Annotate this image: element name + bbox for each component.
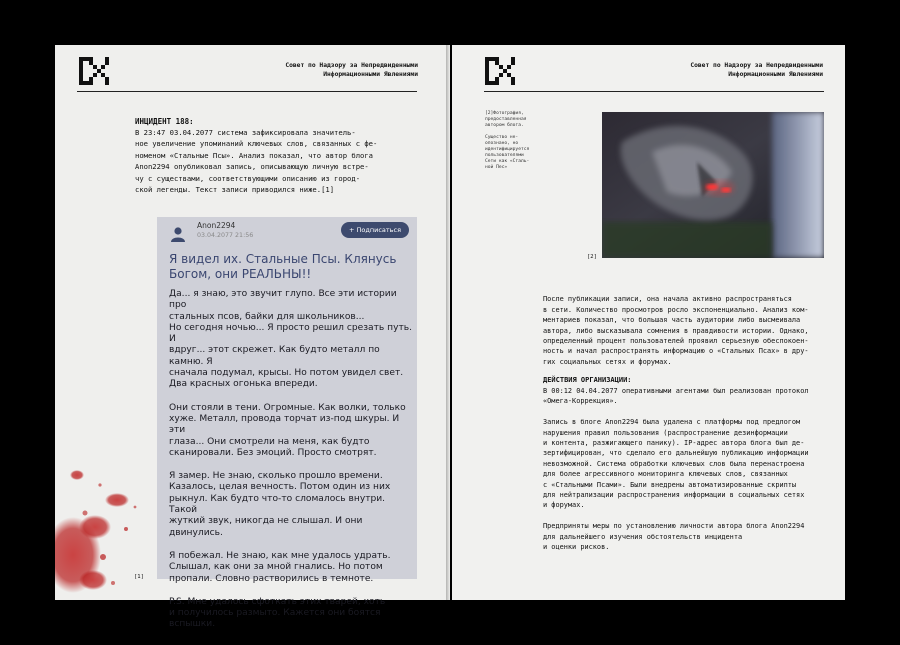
post-date: 03.04.2077 21:56 <box>197 232 254 239</box>
blog-post-card <box>157 217 417 630</box>
post-paragraph: P.S. Мне удалось сфоткать этих тварей, хоть и получилось размыто. Кажется они боятся вспышки. <box>169 596 386 630</box>
post-title: Я видел их. Стальные Псы. Клянусь Богом, они РЕАЛЬНЫ!! <box>169 252 397 281</box>
action-paragraph: В 00:12 04.04.2077 оперативными агентами был реализован протокол «Омега-Коррекция». <box>543 387 809 406</box>
blood-splatter-decoration <box>55 445 185 600</box>
post-author[interactable]: Anon2294 <box>197 221 236 230</box>
spread-analysis-text <box>543 284 815 378</box>
photo-marker: [2] <box>587 254 597 260</box>
blurry-creature-photo <box>602 112 824 258</box>
post-paragraph: Я побежал. Не знаю, как мне удалось удрать. Слышал, как они за мной гнались. Но потом пропали. Словно растворились в темноте. <box>169 550 391 584</box>
post-paragraph: Да... я знаю, это звучит глупо. Все эти истории про стальных псов, байки для школьников... Но сегодня ночью... Я просто решил срезать путь. И вдруг... этот скрежет. Как будто металл по камню. Я сначала подумал, крысы. Но потом увидел свет. Два красных огонька впереди. <box>169 289 413 390</box>
actions-body <box>543 386 815 563</box>
footnote-marker: [1] <box>134 574 144 580</box>
right-page <box>452 45 845 600</box>
body-paragraph: После публикации записи, она начала активно распространяться в сети. Количество просмотров росло экспоненциально. Анализ ком- ментариев показал, что большая часть аудитории либо высмеивала автора, либо высказывала сомнения в правдивости истории. Однако, определенный процент пользователей проявил серьезную обеспокоен- ность и начал распространять информацию о «Стальных Псах» в дру- гих социальных сетях и форумах. <box>543 295 809 366</box>
photo-caption: [2]Фотография, предоставленная автором блога. Существо не- опознано, но идентифицируется пользователями Сети как «Сталь- ной Пес» <box>485 111 530 170</box>
avatar-icon <box>170 226 186 242</box>
header-rule <box>484 91 824 92</box>
post-paragraph: Они стояли в тени. Огромные. Как волки, только хуже. Металл, провода торчат из-под шкуры. И эти глаза... Они смотрели на меня, как будто сканировали. Без эмоций. Просто смотрят. <box>169 402 406 458</box>
incident-body: В 23:47 03.04.2077 система зафиксировала значитель- ное увеличение упоминаний ключевых слов, связанных с фе- номеном «Стальные Псы». Анализ показал, что автор блога Anon2294 опубликовал запись, описывающую личную встре- чу с существами, соответствующими описанию из город- ской легенды. Текст записи приводился ниже.[1] <box>135 128 378 195</box>
actions-title: ДЕЙСТВИЯ ОРГАНИЗАЦИИ: <box>543 376 632 384</box>
council-logo-icon <box>79 57 109 85</box>
photo-image <box>602 112 824 258</box>
action-paragraph: Запись в блоге Anon2294 была удалена с платформы под предлогом нарушения правил пользования (распространение дезинформации и контента, разжигающего панику). IP-адрес автора блога был де- зертифицирован, что сделало его дальнейшую публикацию информации невозможной. Система обработки ключевых слов была перенастроена для более агрессивного мониторинга ключевых слов, связанных с «Стальными Псами». Были внедрены автоматизированные скрипты для нейтрализации распространения информации в социальных сетях и форумах. <box>543 418 809 510</box>
action-paragraph: Предприняты меры по установлению личности автора блога Anon2294 для дальнейшего изучения обстоятельств инцидента и оценки рисков. <box>543 522 805 552</box>
organization-name: Совет по Надзору за Непредвиденными Информационными Явлениями <box>285 62 418 78</box>
post-paragraph: Я замер. Не знаю, сколько прошло времени. Казалось, целая вечность. Потом один из них рыкнул. Как будто что-то сломалось внутри. Такой жуткий звук, никогда не слышал. И они двинулись. <box>169 471 391 538</box>
incident-title: ИНЦИДЕНТ 188: <box>135 117 194 126</box>
subscribe-button[interactable]: + Подписаться <box>341 222 409 238</box>
council-logo-icon <box>485 57 515 85</box>
organization-name: Совет по Надзору за Непредвиденными Информационными Явлениями <box>690 62 823 78</box>
header-rule <box>77 91 417 92</box>
post-body <box>169 289 413 643</box>
